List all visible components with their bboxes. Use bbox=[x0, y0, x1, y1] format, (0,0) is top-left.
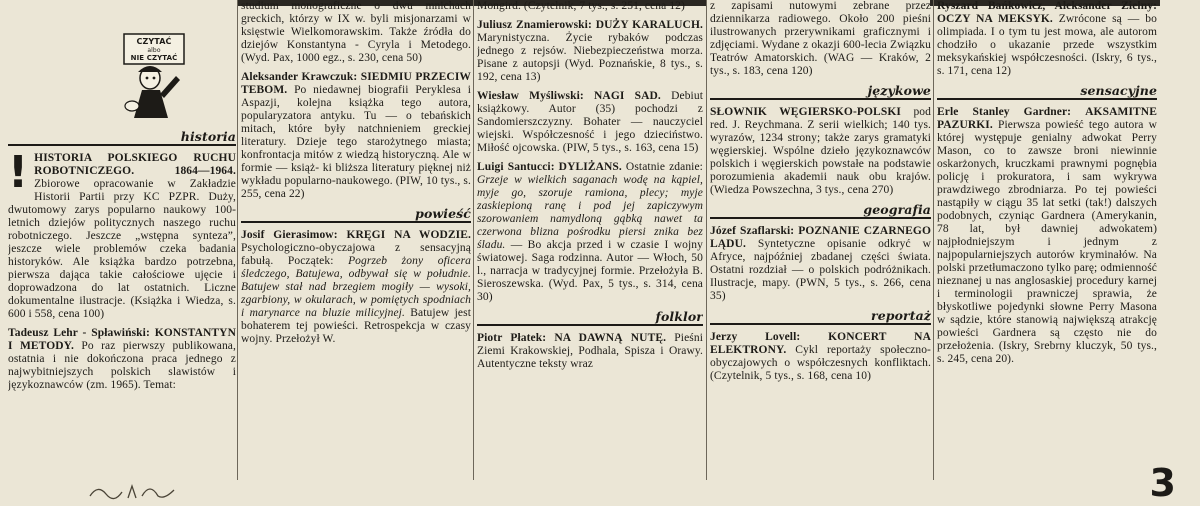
column-rule bbox=[933, 0, 934, 480]
page-number: 3 bbox=[1149, 461, 1176, 505]
book-entry bbox=[937, 106, 1157, 366]
book-entry bbox=[241, 71, 471, 201]
book-description: Psychologiczno-obyczajowa z sensacyjną fabułą. Początek: bbox=[241, 242, 471, 267]
book-title: DYLIŻANS. bbox=[558, 161, 622, 173]
book-author: Piotr Płatek: bbox=[477, 332, 547, 344]
book-author: Ryszard Bańkowicz, Aleksander Zielny: bbox=[937, 0, 1157, 12]
column-1 bbox=[8, 0, 236, 506]
book-author: Jerzy Lovell: bbox=[710, 331, 801, 343]
book-entry bbox=[8, 327, 236, 392]
book-author: Wiesław Myśliwski: bbox=[477, 90, 584, 102]
section-folklor: folklor bbox=[477, 310, 703, 326]
book-description: Zbiorowe opracowanie w Zakładzie Historii Partii przy KC PZPR. Duży, dwutomowy zarys popularno naukowy 100-letnich dziejów politycznych naszego ruchu robotniczego. Jeszcze „wstępna synteza”, jeszcze wiele problemów czeka badania historyków. Ale książka bardzo potrzebna, pierwsza dająca takie całościowe ujęcie i doprowadzona do lat ostatnich. Liczne dokumentalne ilustracje. (Książka i Wiedza, s. 600 i 558, cena 100) bbox=[8, 178, 236, 320]
book-entry bbox=[710, 106, 931, 197]
book-title: NAGI SAD. bbox=[594, 90, 661, 102]
book-entry bbox=[477, 90, 703, 155]
book-description: — Bo akcja przed i w czasie I wojny światowej. Saga rodzinna. Autor — Włoch, 50 l., narracja w tradycyjnej formie. Przełożyła B. Sieroszewska. (Wyd. Pax, 5 tys., s. 314, cena 30) bbox=[477, 239, 703, 303]
book-description: Zwrócone są — bo olimpiada. I o tym tu jest mowa, ale autorom chodziło o ukazanie przede wszystkim meksykańskiej współczesności. (Iskry, 6 tys., s. 171, cena 12) bbox=[937, 13, 1157, 77]
book-entry bbox=[8, 147, 236, 321]
book-author: Erle Stanley Gardner: bbox=[937, 106, 1072, 118]
book-title: NA DAWNĄ NUTĘ. bbox=[554, 332, 667, 344]
book-title: HISTORIA POLSKIEGO RUCHU ROBOTNICZEGO. 1864—1964. bbox=[34, 152, 236, 177]
logo-text-2: albo bbox=[147, 47, 161, 54]
book-title: KONSTANTYN I METODY. bbox=[8, 327, 236, 352]
column-rule bbox=[473, 0, 474, 480]
book-description: pod red. J. Reychmana. Z serii wielkich; 140 tys. wyrazów, 1234 strony; także zarys gramatyki węgierskiej. Wspólne dzieło językoznawców polskich i węgierskich powstałe na podstawie porozumienia akademii nauk obu krajów. (Wiedza Powszechna, 3 tys., cena 270) bbox=[710, 106, 931, 196]
book-description: Batujew jest bohaterem tej powieści. Retrospekcja w czasy wojny. Przełożył W. bbox=[241, 307, 471, 345]
book-author: Aleksander Krawczuk: bbox=[241, 71, 358, 83]
book-entry bbox=[241, 229, 471, 346]
book-author: Tadeusz Lehr - Spławiński: bbox=[8, 327, 150, 339]
handwritten-scribble bbox=[88, 480, 178, 502]
book-entry-continued: Mongird. (Czytelnik, 7 tys., s. 251, cena 12) bbox=[477, 0, 685, 12]
book-description: Debiut książkowy. Autor (35) pochodzi z Sandomierszczyzny. Bohater — nauczyciel wiejski. Współczesność i jego dzieciństwo. Miłość ojcowska. (PIW, 5 tys., s. 163, cena 15) bbox=[477, 90, 703, 154]
book-title: AKSAMITNE PAZURKI. bbox=[937, 106, 1157, 131]
column-3 bbox=[477, 0, 703, 506]
book-description: Marynistyczna. Życie rybaków podczas jednego z rejsów. Niebezpieczeństwa morza. Pisane z autopsji (Wyd. Poznańskie, 8 tys., s. 192, cena 13) bbox=[477, 32, 703, 83]
book-quote: Pogrzeb żony oficera śledczego, Batujewa, odbywał się w południe. Batujew stał nad brzegiem mogiły — wysoki, zgarbiony, w okularach, w pomiętych spodniach i marynarce na bluzie milicyjnej. bbox=[241, 255, 471, 319]
book-entry bbox=[477, 332, 703, 371]
section-jezykowe: językowe bbox=[710, 84, 931, 100]
book-author: Juliusz Znamierowski: bbox=[477, 19, 592, 31]
logo-text-3: NIE CZYTAĆ bbox=[130, 54, 178, 62]
column-5 bbox=[937, 0, 1157, 506]
book-entry bbox=[937, 0, 1157, 78]
book-description: Po niedawnej biografii Peryklesa i Aspazji, kolejna książka tego autora, popularyzatora antyku. Tu — o tebańskich mitach, które były natchnieniem greckiej literatury. Dzieje tego starożytnego miasta; konfrontacja mitów z wiedzą historyczną. Ale w formie — książ- ki bliższa literatury pięknej niż wykładu popularno-naukowego. (PIW, 10 tys., s. 255, cena 22) bbox=[241, 84, 471, 200]
book-description: Po raz pierwszy publikowana, ostatnia i nie dokończona praca jednego z najwybitniejszych polskich slawistów i językoznawców (zm. 1965). Temat: bbox=[8, 340, 236, 391]
book-description: Ostatnie zdanie: bbox=[625, 161, 703, 173]
book-author: Luigi Santucci: bbox=[477, 161, 555, 173]
book-quote: Grzeje w wielkich saganach wodę na kąpiel, myje go, szoruje ramiona, plecy; myje zaskiepioną ranę i pod jej zapiczywym szorowaniem namydloną gąbką nawet ta czerwona blizna pośrodku piersi znika bez śladu. bbox=[477, 174, 703, 251]
book-title: OCZY NA MEKSYK. bbox=[937, 13, 1053, 25]
book-description: Cykl reportaży społeczno-obyczajowych o współczesnych konfliktach. (Czytelnik, 5 tys., s. 168, cena 10) bbox=[710, 344, 931, 382]
section-powiesc: powieść bbox=[241, 207, 471, 223]
section-historia: historia bbox=[8, 130, 236, 146]
book-entry bbox=[710, 225, 931, 303]
book-title: POZNANIE CZARNEGO LĄDU. bbox=[710, 225, 931, 250]
section-sensacyjne: sensacyjne bbox=[937, 84, 1157, 100]
book-description: Pierwsza powieść tego autora w której występuje genialny adwokat Perry Mason, co to zawsze broni niewinnie oskarżonych, kruczkami prawnymi pognębia policję i prokuratora, i sam wykrywa prawdziwego zbrodniarza. Po tej powieści nastąpiły w ciągu 35 lat setki (tak!) dalszych podobnych, czyniąc Gardnera (Amerykanin, 78 lat, był dawniej adwokatem) najpłodniejszym i jednym z najpopularniejszych autorów kryminałów. Na polski przetłumaczono tylko parę; odmienność nieznanej u nas anglosaskiej procedury karnej i terminologii prawniczej sprawia, że błyskotliwe pojedynki słowne Perry Masona w sądzie, które stanowią największą atrakcję powieści Gardnera są często nie do przełożenia. (Iskry, Srebrny kluczyk, 50 tys., s. 245, cena 20). bbox=[937, 119, 1157, 365]
section-reportaz: reportaż bbox=[710, 309, 931, 325]
book-entry bbox=[477, 161, 703, 304]
czytac-logo bbox=[120, 32, 188, 124]
book-description: Pieśni Ziemi Krakowskiej, Podhala, Spisza i Orawy. Autentyczne teksty wraz bbox=[477, 332, 703, 370]
book-entry-continued: z zapisami nutowymi zebrane przez dziennikarza radiowego. Około 200 pieśni ilustrowanych przerywnikami graficznymi i zdjęciami. Wydane z okazji 600-lecia Związku Teatrów Amatorskich. (WAG — Kraków, 2 tys., s. 183, cena 120) bbox=[710, 0, 931, 77]
book-title: KONCERT NA ELEKTRONY. bbox=[710, 331, 931, 356]
column-rule bbox=[706, 0, 707, 480]
book-title: SŁOWNIK WĘGIERSKO-POLSKI bbox=[710, 106, 901, 118]
column-2 bbox=[241, 0, 471, 506]
column-4 bbox=[710, 0, 931, 506]
column-rule bbox=[237, 0, 238, 480]
section-geografia: geografia bbox=[710, 203, 931, 219]
logo-text-1: CZYTAĆ bbox=[136, 37, 172, 46]
book-title: KRĘGI NA WODZIE. bbox=[346, 229, 471, 241]
book-title: SIEDMIU PRZECIW TEBOM. bbox=[241, 71, 471, 96]
book-description: Syntetyczne opisanie odkryć w Afryce, najpóźniej zbadanej części świata. Ostatni rozdział — o polskich podróżnikach. Ilustracje, mapy. (PWN, 5 tys., s. 266, cena 35) bbox=[710, 238, 931, 302]
exclamation-icon: ! bbox=[8, 147, 29, 198]
book-entry bbox=[710, 331, 931, 383]
book-author: Józef Szaflarski: bbox=[710, 225, 795, 237]
book-entry-continued: studium monograficzne o dwu mnichach greckich, którzy w IX w. byli misjonarzami w księstwie Wielkomorawskim. Także źródła do dziejów Konstantyna - Cyryla i Metodego. (Wyd. Pax, 1000 egz., s. 230, cena 50) bbox=[241, 0, 471, 64]
book-entry bbox=[477, 19, 703, 84]
book-title: DUŻY KARALUCH. bbox=[595, 19, 703, 31]
book-author: Josif Gierasimow: bbox=[241, 229, 338, 241]
